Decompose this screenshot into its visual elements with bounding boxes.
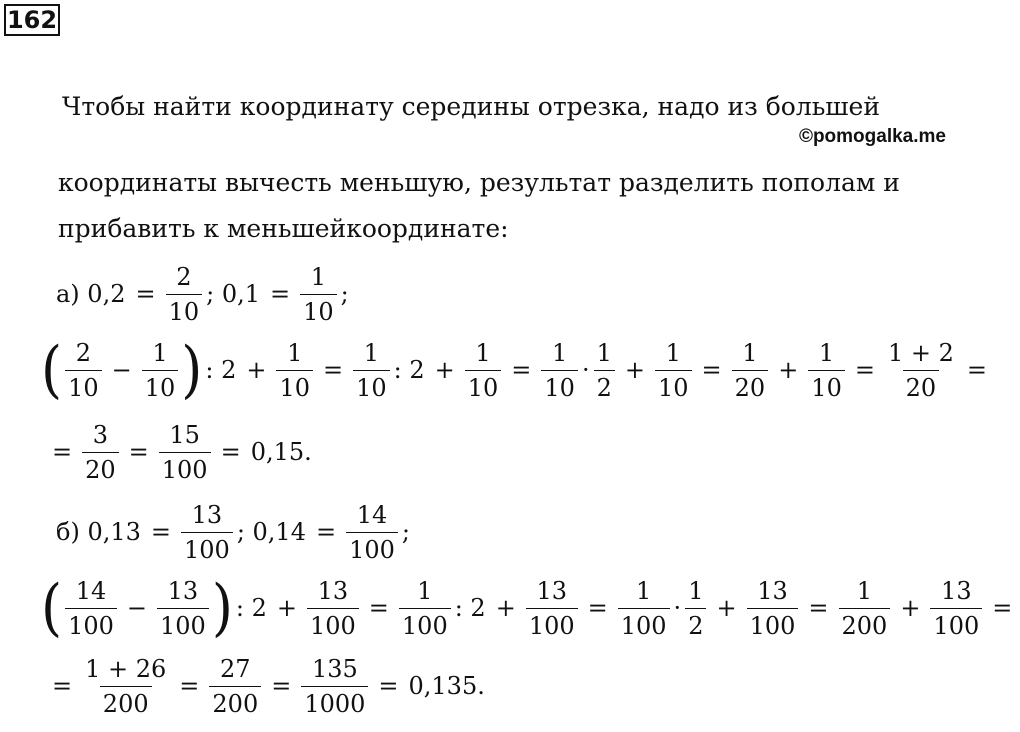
numerator: 1 bbox=[665, 338, 681, 367]
fraction bbox=[399, 576, 451, 641]
denominator: 10 bbox=[541, 370, 578, 403]
operator: = bbox=[52, 672, 73, 700]
numerator: 1 bbox=[742, 338, 758, 367]
denominator: 2 bbox=[594, 370, 615, 403]
operator: − bbox=[111, 356, 132, 384]
operator: + bbox=[434, 356, 455, 384]
operator: = bbox=[52, 438, 73, 466]
fraction bbox=[65, 576, 117, 641]
operator: + bbox=[246, 356, 267, 384]
denominator: 100 bbox=[526, 608, 578, 641]
part-b-result bbox=[44, 640, 487, 732]
numerator: 13 bbox=[941, 576, 972, 605]
math-text: : 2 bbox=[235, 594, 267, 622]
fraction bbox=[655, 338, 692, 403]
operator: + bbox=[495, 594, 516, 622]
numerator: 1 bbox=[596, 338, 612, 367]
math-text: · bbox=[581, 356, 590, 384]
operator: = bbox=[270, 280, 291, 308]
numerator: 1 + 26 bbox=[85, 654, 167, 683]
denominator: 200 bbox=[100, 686, 152, 719]
numerator: 1 bbox=[688, 576, 704, 605]
numerator: 13 bbox=[191, 500, 223, 529]
part-a-result bbox=[44, 406, 314, 498]
problem-number: 162 bbox=[4, 4, 60, 36]
fraction bbox=[82, 654, 169, 719]
denominator: 100 bbox=[159, 452, 211, 485]
fraction bbox=[346, 500, 398, 565]
math-text: : 2 bbox=[205, 356, 237, 384]
denominator: 10 bbox=[142, 370, 179, 403]
fraction bbox=[166, 262, 203, 327]
math-text: б) 0,13 bbox=[56, 518, 141, 546]
numerator: 3 bbox=[92, 420, 109, 449]
operator: = bbox=[128, 438, 149, 466]
numerator: 13 bbox=[536, 576, 567, 605]
parenthesis: ( bbox=[41, 333, 63, 406]
fraction bbox=[82, 420, 119, 485]
denominator: 100 bbox=[930, 608, 982, 641]
operator: = bbox=[966, 356, 987, 384]
math-text: ; 0,1 bbox=[206, 280, 261, 308]
numerator: 1 bbox=[287, 338, 303, 367]
numerator: 1 bbox=[552, 338, 568, 367]
operator: = bbox=[378, 672, 399, 700]
numerator: 14 bbox=[356, 500, 388, 529]
operator: + bbox=[716, 594, 737, 622]
denominator: 200 bbox=[839, 608, 891, 641]
part-a-calculation bbox=[40, 324, 995, 416]
numerator: 1 bbox=[152, 338, 168, 367]
fraction bbox=[808, 338, 845, 403]
denominator: 10 bbox=[166, 294, 203, 327]
operator: = bbox=[511, 356, 532, 384]
fraction bbox=[353, 338, 390, 403]
fraction bbox=[839, 576, 891, 641]
numerator: 2 bbox=[75, 338, 91, 367]
fraction bbox=[594, 338, 615, 403]
fraction bbox=[276, 338, 313, 403]
operator: − bbox=[126, 594, 147, 622]
numerator: 2 bbox=[176, 262, 192, 291]
operator: = bbox=[323, 356, 344, 384]
denominator: 10 bbox=[353, 370, 390, 403]
fraction bbox=[747, 576, 799, 641]
math-text: ; bbox=[401, 518, 410, 546]
numerator: 1 bbox=[310, 262, 327, 291]
fraction bbox=[541, 338, 578, 403]
denominator: 10 bbox=[300, 294, 337, 327]
denominator: 100 bbox=[65, 608, 117, 641]
numerator: 13 bbox=[317, 576, 349, 605]
fraction bbox=[181, 500, 233, 565]
operator: = bbox=[701, 356, 722, 384]
numerator: 1 + 2 bbox=[887, 338, 954, 367]
math-text: 0,135. bbox=[408, 672, 485, 700]
numerator: 1 bbox=[417, 576, 433, 605]
numerator: 135 bbox=[311, 654, 358, 683]
denominator: 20 bbox=[732, 370, 769, 403]
numerator: 1 bbox=[363, 338, 380, 367]
operator: = bbox=[220, 438, 241, 466]
fraction bbox=[209, 654, 261, 719]
numerator: 15 bbox=[169, 420, 200, 449]
operator: = bbox=[315, 518, 337, 546]
numerator: 1 bbox=[818, 338, 835, 367]
denominator: 100 bbox=[346, 532, 398, 565]
operator: = bbox=[271, 672, 292, 700]
fraction bbox=[526, 576, 578, 641]
denominator: 100 bbox=[399, 608, 451, 641]
numerator: 1 bbox=[636, 576, 652, 605]
denominator: 20 bbox=[82, 452, 119, 485]
parenthesis: ) bbox=[181, 333, 203, 406]
intro-line-3: прибавить к меньшейкоординате: bbox=[58, 214, 509, 243]
denominator: 100 bbox=[747, 608, 799, 641]
numerator: 13 bbox=[167, 576, 199, 605]
watermark: ©pomogalka.me bbox=[798, 126, 946, 147]
operator: = bbox=[135, 280, 156, 308]
math-text: ; bbox=[340, 280, 349, 308]
denominator: 10 bbox=[465, 370, 502, 403]
operator: = bbox=[179, 672, 200, 700]
denominator: 10 bbox=[65, 370, 102, 403]
parenthesis: ) bbox=[211, 571, 233, 644]
denominator: 100 bbox=[181, 532, 233, 565]
parenthesis: ( bbox=[41, 571, 63, 644]
operator: = bbox=[854, 356, 875, 384]
fraction bbox=[301, 654, 368, 719]
fraction bbox=[157, 576, 209, 641]
operator: + bbox=[624, 356, 645, 384]
fraction bbox=[159, 420, 211, 485]
fraction bbox=[465, 338, 502, 403]
denominator: 100 bbox=[618, 608, 670, 641]
intro-line-1: Чтобы найти координату середины отрезка, надо из большей bbox=[62, 92, 881, 121]
denominator: 10 bbox=[808, 370, 845, 403]
denominator: 1000 bbox=[301, 686, 368, 719]
fraction bbox=[300, 262, 337, 327]
fraction bbox=[307, 576, 359, 641]
numerator: 27 bbox=[220, 654, 251, 683]
operator: + bbox=[778, 356, 799, 384]
math-text: 0,15. bbox=[250, 438, 312, 466]
operator: + bbox=[276, 594, 297, 622]
denominator: 100 bbox=[307, 608, 359, 641]
fraction bbox=[685, 576, 706, 641]
denominator: 2 bbox=[685, 608, 706, 641]
fraction bbox=[732, 338, 769, 403]
numerator: 1 bbox=[856, 576, 873, 605]
operator: = bbox=[992, 594, 1013, 622]
denominator: 10 bbox=[655, 370, 692, 403]
operator: = bbox=[808, 594, 829, 622]
numerator: 1 bbox=[475, 338, 491, 367]
numerator: 14 bbox=[75, 576, 107, 605]
math-text: а) 0,2 bbox=[56, 280, 126, 308]
numerator: 13 bbox=[757, 576, 788, 605]
fraction bbox=[885, 338, 957, 403]
math-text: : 2 bbox=[454, 594, 486, 622]
math-text: : 2 bbox=[393, 356, 425, 384]
fraction bbox=[65, 338, 102, 403]
operator: = bbox=[587, 594, 608, 622]
denominator: 10 bbox=[276, 370, 313, 403]
operator: = bbox=[368, 594, 389, 622]
math-text: ; 0,14 bbox=[236, 518, 306, 546]
denominator: 200 bbox=[209, 686, 261, 719]
fraction bbox=[142, 338, 179, 403]
operator: = bbox=[150, 518, 171, 546]
denominator: 20 bbox=[903, 370, 940, 403]
intro-line-2: координаты вычесть меньшую, результат разделить пополам и bbox=[58, 168, 900, 197]
fraction bbox=[930, 576, 982, 641]
fraction bbox=[618, 576, 670, 641]
math-text: · bbox=[673, 594, 682, 622]
operator: + bbox=[900, 594, 921, 622]
denominator: 100 bbox=[157, 608, 209, 641]
